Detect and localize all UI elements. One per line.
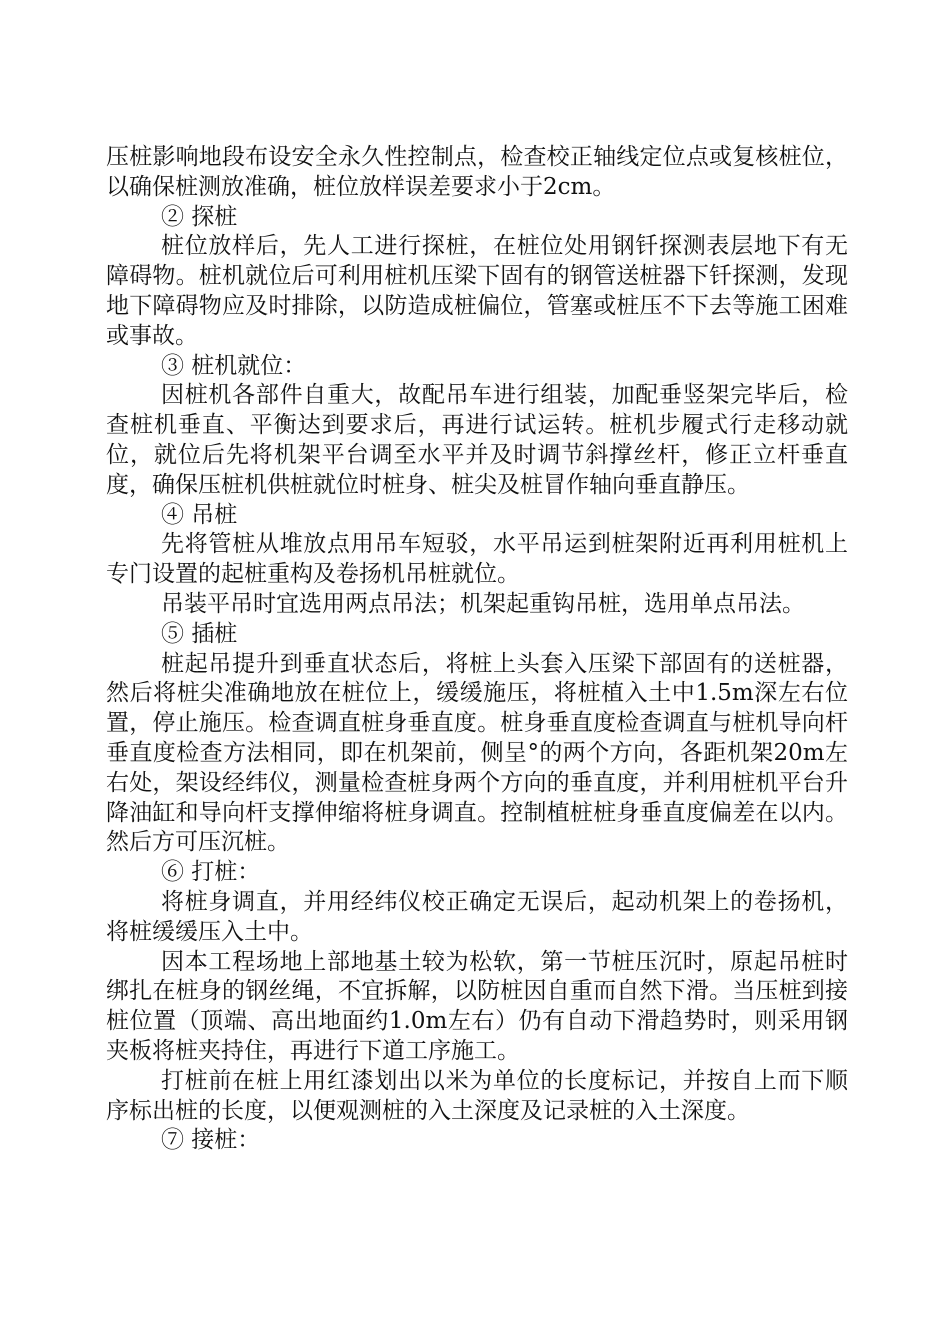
paragraph-drive-pile-3: 打桩前在桩上用红漆划出以米为单位的长度标记，并按自上而下顺序标出桩的长度，以便观测桩的入土深度及记录桩的入土深度。 bbox=[106, 1067, 848, 1124]
heading-drive-pile: ⑥ 打桩： bbox=[161, 859, 261, 886]
paragraph-lift-pile-1: 先将管桩从堆放点用吊车短驳，水平吊运到桩架附近再利用桩机上专门设置的起桩重构及卷扬机吊桩就位。 bbox=[106, 531, 848, 588]
paragraph-lift-pile-2: 吊装平吊时宜选用两点吊法；机架起重钩吊桩，选用单点吊法。 bbox=[161, 590, 805, 617]
heading-insert-pile: ⑤ 插桩 bbox=[161, 620, 238, 647]
heading-probe-pile: ② 探桩 bbox=[161, 203, 238, 230]
paragraph-drive-pile-2: 因本工程场地上部地基土较为松软，第一节桩压沉时，原起吊桩时绑扎在桩身的钢丝绳，不宜拆解，以防桩因自重而自然下滑。当压桩到接桩位置（顶端、高出地面约1.0m左右）仍有自动下滑趋势时，则采用钢夹板将桩夹持住，再进行下道工序施工。 bbox=[106, 948, 848, 1064]
paragraph-machine-positioning: 因桩机各部件自重大，故配吊车进行组装，加配垂竖架完毕后，检查桩机垂直、平衡达到要求后，再进行试运转。桩机步履式行走移动就位，就位后先将机架平台调至水平并及时调节斜撑丝杆，修正立杆垂直度，确保压桩机供桩就位时桩身、桩尖及桩冒作轴向垂直静压。 bbox=[106, 382, 848, 498]
body-text bbox=[106, 143, 848, 1156]
heading-lift-pile: ④ 吊桩 bbox=[161, 501, 238, 528]
heading-joint-pile: ⑦ 接桩： bbox=[161, 1127, 261, 1154]
paragraph-probe-pile: 桩位放样后，先人工进行探桩，在桩位处用钢钎探测表层地下有无障碍物。桩机就位后可利用桩机压梁下固有的钢管送桩器下钎探测，发现地下障碍物应及时排除，以防造成桩偏位，管塞或桩压不下去等施工困难或事故。 bbox=[106, 233, 848, 349]
heading-machine-positioning: ③ 桩机就位： bbox=[161, 352, 307, 379]
paragraph-insert-pile: 桩起吊提升到垂直状态后，将桩上头套入压梁下部固有的送桩器，然后将桩尖准确地放在桩位上，缓缓施压，将桩植入土中1.5m深左右位置，停止施压。检查调直桩身垂直度。桩身垂直度检查调直与桩机导向杆垂直度检查方法相同，即在机架前，侧呈°的两个方向，各距机架20m左右处，架设经纬仪，测量检查桩身两个方向的垂直度，并利用桩机平台升降油缸和导向杆支撑伸缩将桩身调直。控制植桩桩身垂直度偏差在以内。然后方可压沉桩。 bbox=[106, 650, 848, 856]
paragraph-continuation: 压桩影响地段布设安全永久性控制点，检查校正轴线定位点或复核桩位，以确保桩测放准确，桩位放样误差要求小于2cm。 bbox=[106, 144, 848, 200]
paragraph-drive-pile-1: 将桩身调直，并用经纬仪校正确定无误后，起动机架上的卷扬机，将桩缓缓压入土中。 bbox=[106, 888, 848, 945]
